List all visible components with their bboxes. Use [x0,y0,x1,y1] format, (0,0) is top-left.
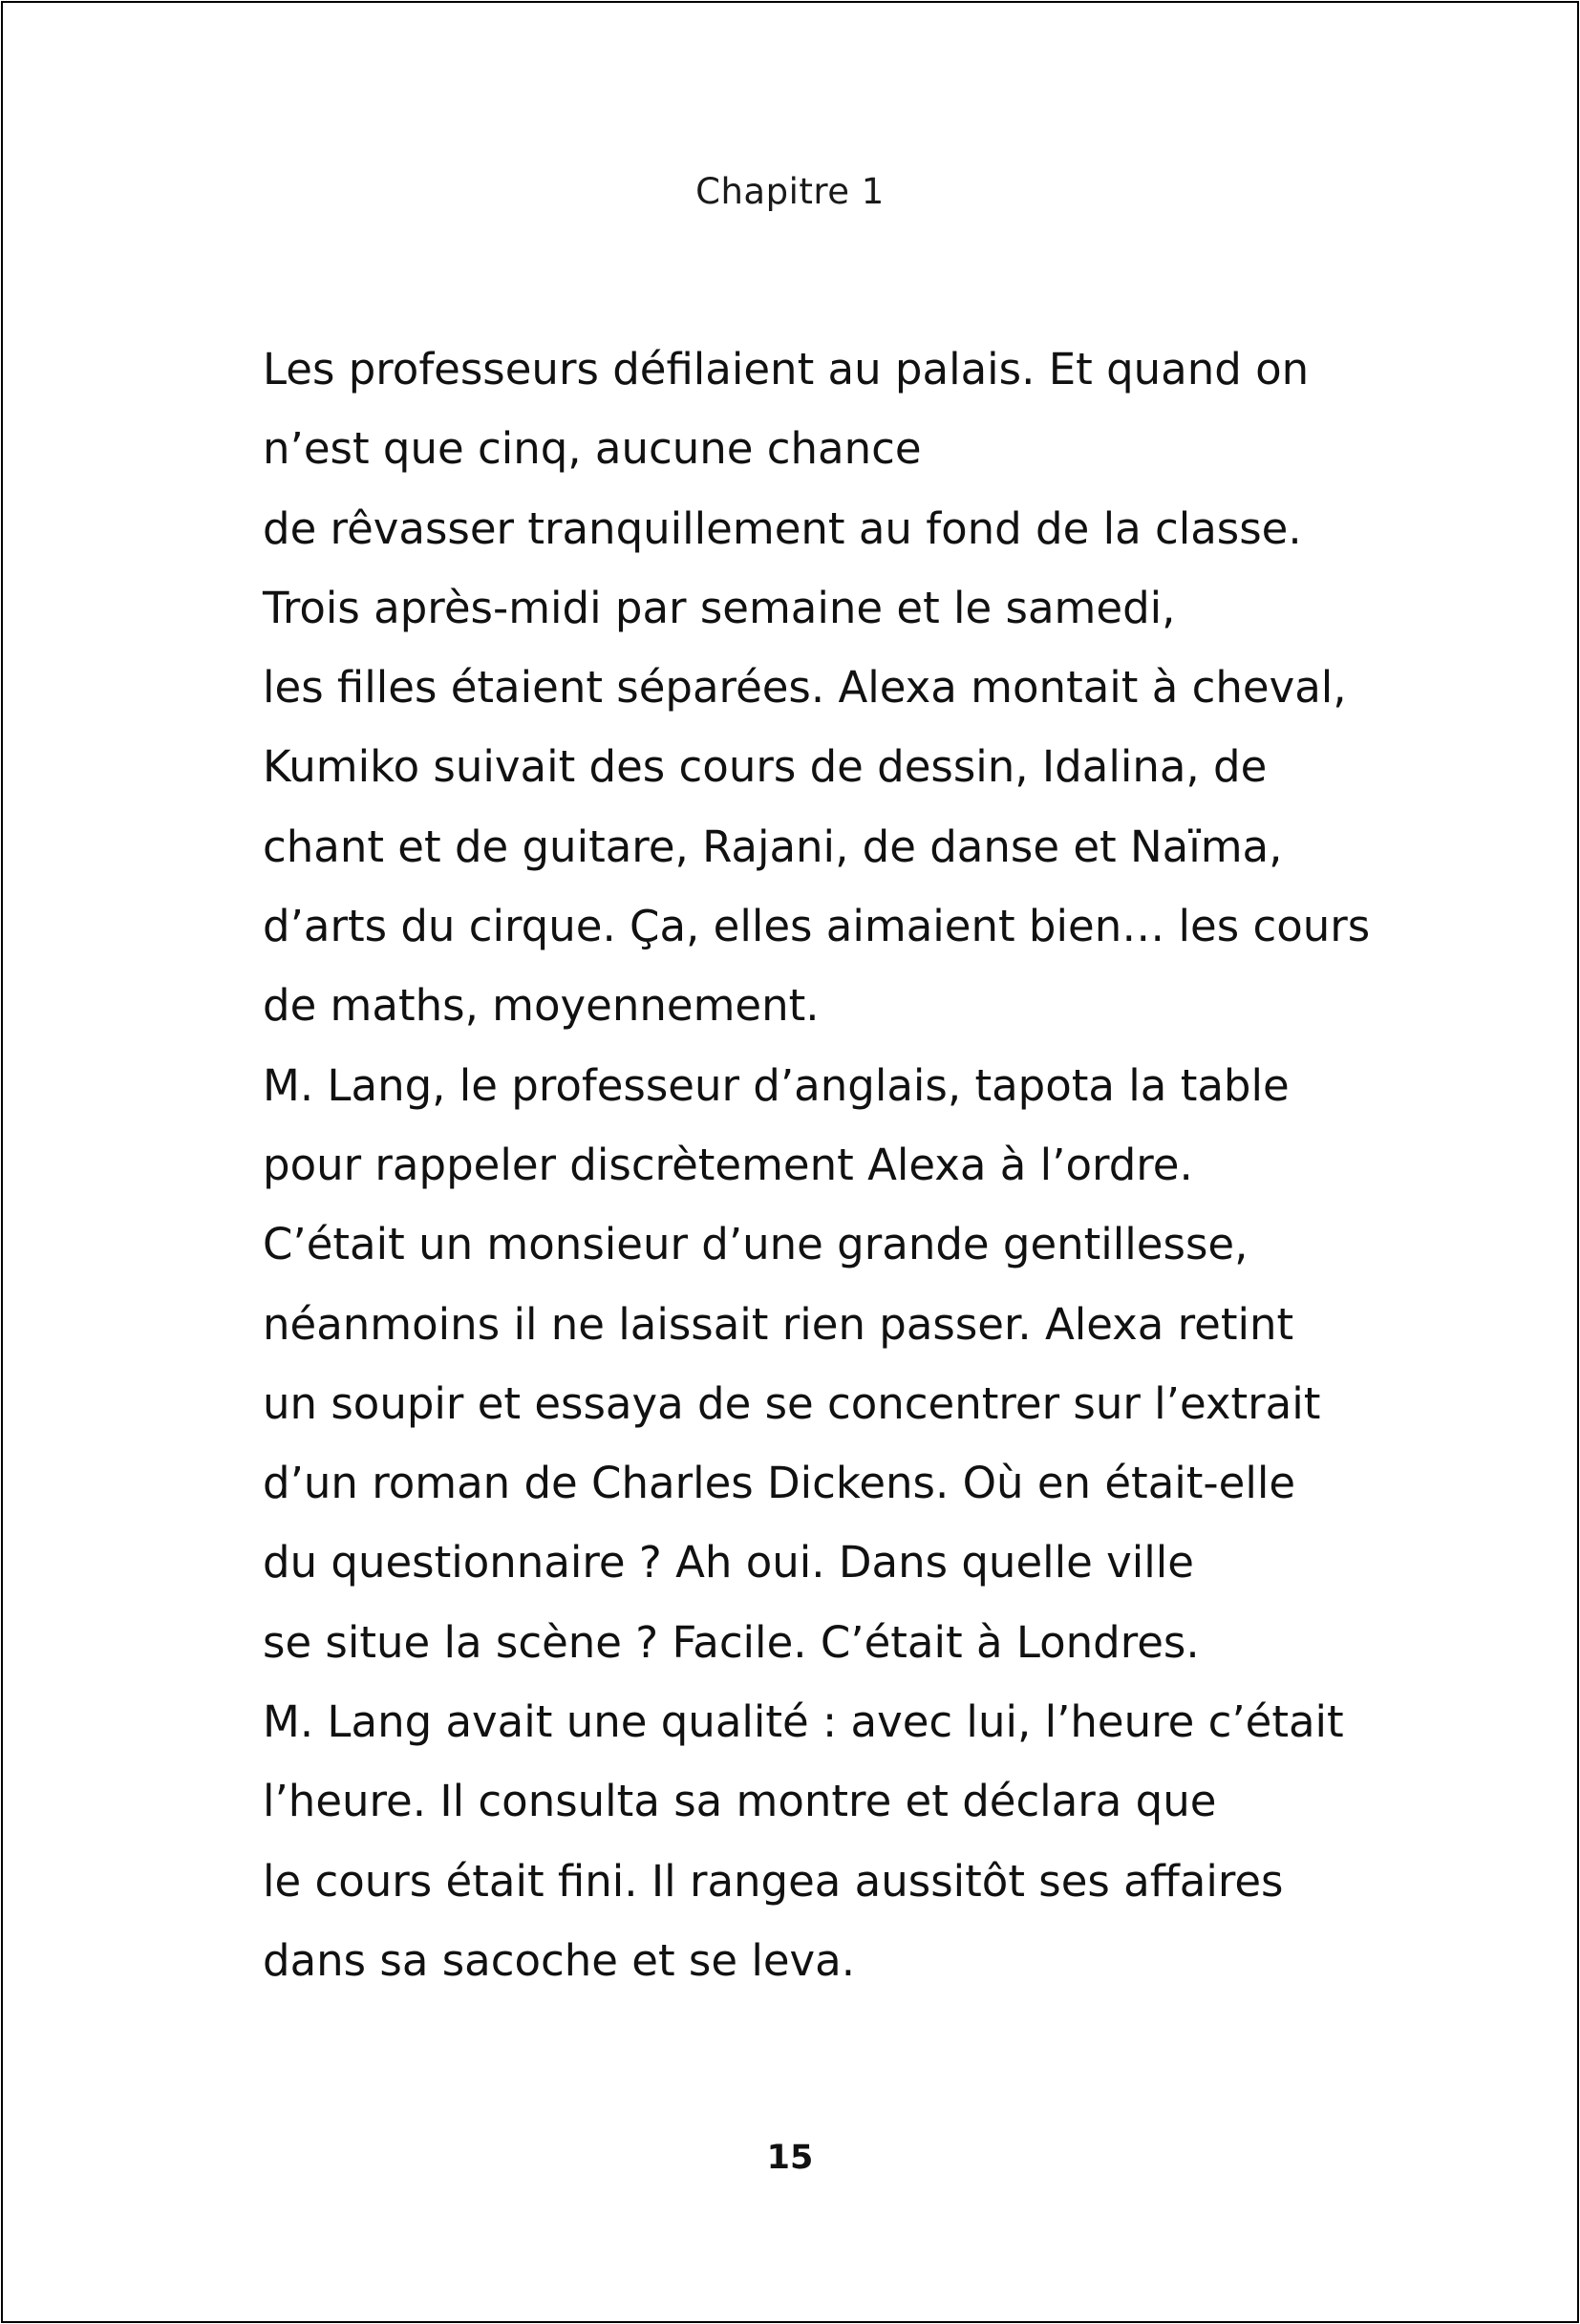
text-line: le cours était fini. Il rangea aussitôt ses affaires [263,1855,1284,1907]
text-line: l’heure. Il consulta sa montre et déclara que [263,1776,1217,1827]
text-line: chant et de guitare, Rajani, de danse et Naïma, [263,821,1283,872]
book-page [1,1,1579,2323]
text-line: C’était un monsieur d’une grande gentillesse, [263,1219,1249,1270]
body-text [263,330,1409,2000]
text-line: Kumiko suivait des cours de dessin, Idalina, de [263,741,1268,793]
text-line: se situe la scène ? Facile. C’était à Londres. [263,1616,1200,1668]
text-line: d’arts du cirque. Ça, elles aimaient bien… les cours [263,901,1371,952]
text-line: un soupir et essaya de se concentrer sur l’extrait [263,1377,1321,1429]
text-line: néanmoins il ne laissait rien passer. Alexa retint [263,1298,1294,1350]
text-line: dans sa sacoche et se leva. [263,1934,856,1986]
text-line: pour rappeler discrètement Alexa à l’ordre. [263,1139,1193,1190]
text-line: les filles étaient séparées. Alexa montait à cheval, [263,662,1347,714]
text-line: du questionnaire ? Ah oui. Dans quelle ville [263,1537,1194,1588]
text-line: de rêvasser tranquillement au fond de la classe. [263,502,1302,554]
text-line: M. Lang avait une qualité : avec lui, l’heure c’était [263,1696,1344,1748]
text-line: M. Lang, le professeur d’anglais, tapota la table [263,1059,1290,1111]
text-line: d’un roman de Charles Dickens. Où en était-elle [263,1458,1296,1509]
page-number: 15 [766,2139,814,2177]
text-line: n’est que cinq, aucune chance [263,423,922,475]
text-line: Les professeurs défilaient au palais. Et quand on [263,344,1310,394]
text-line: Trois après-midi par semaine et le samedi, [263,582,1176,633]
chapter-heading: Chapitre 1 [695,171,885,212]
text-line: de maths, moyennement. [263,980,820,1032]
